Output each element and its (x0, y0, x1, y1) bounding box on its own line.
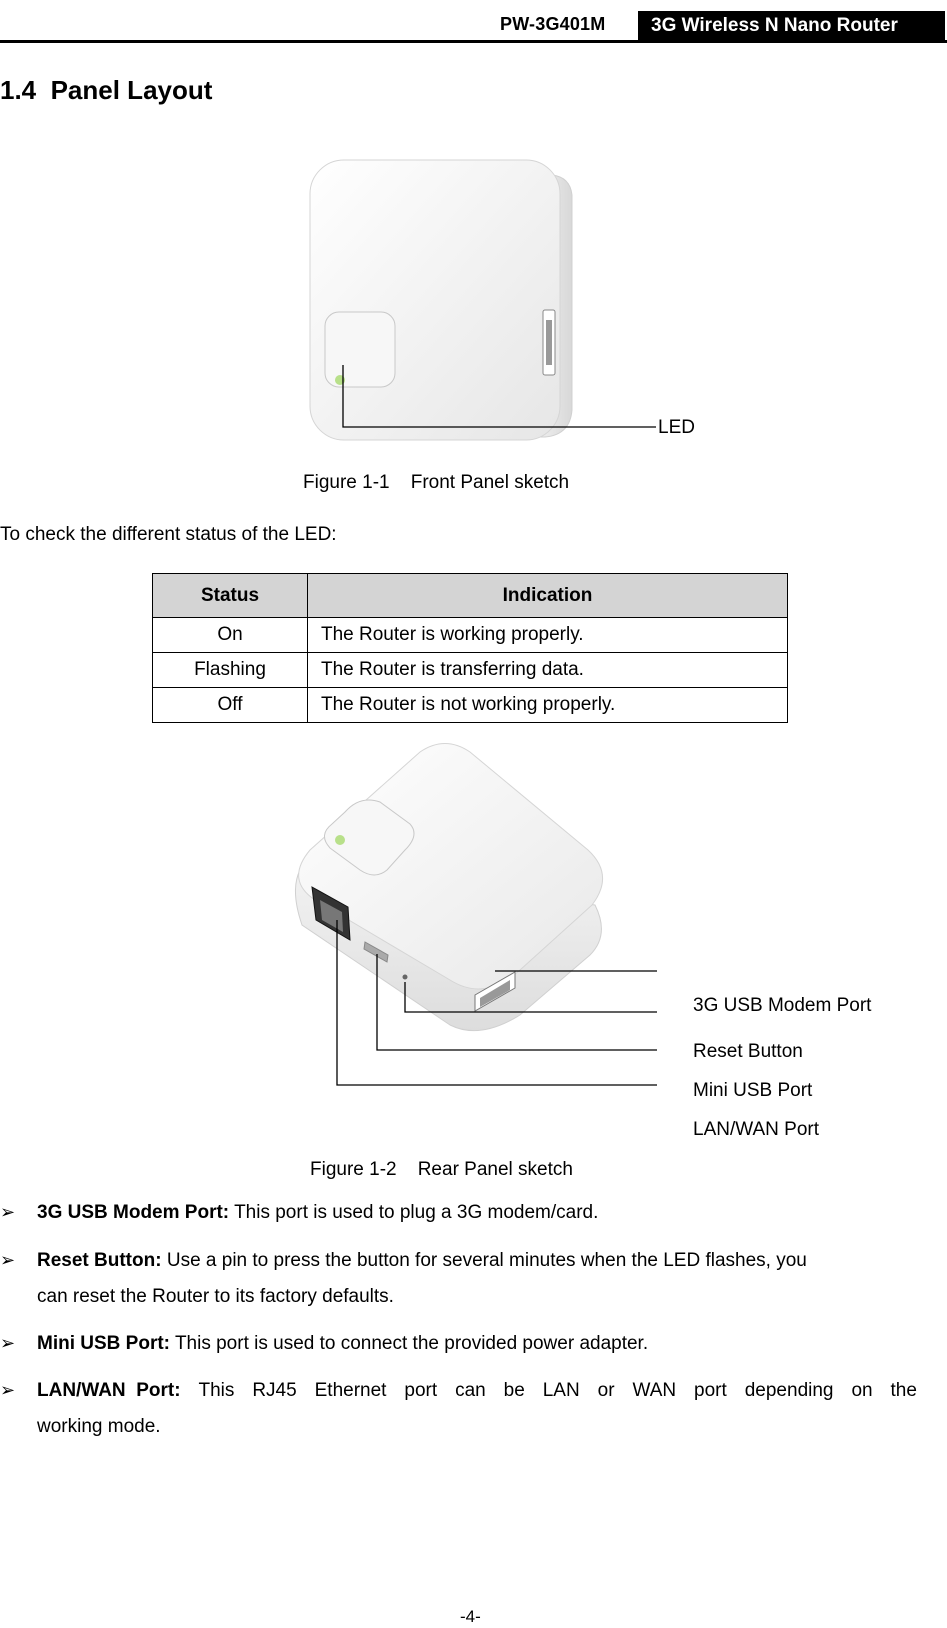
bullet-term: 3G USB Modem Port: (37, 1202, 230, 1223)
bullet-icon: ➢ (0, 1333, 16, 1353)
status-cell: Flashing (153, 653, 308, 688)
status-cell: On (153, 618, 308, 653)
bullet-word: This (198, 1380, 235, 1401)
page-number: -4- (460, 1607, 481, 1626)
column-header-indication: Indication (308, 574, 788, 618)
figure2-caption: Figure 1-2 Rear Panel sketch (310, 1159, 573, 1180)
header-title: 3G Wireless N Nano Router (651, 15, 898, 36)
rear-panel-figure (270, 740, 690, 1130)
column-header-status: Status (153, 574, 308, 618)
table-row (153, 618, 788, 653)
indication-cell: The Router is transferring data. (308, 653, 788, 688)
bullet-word: port (404, 1380, 438, 1401)
bullet-item-mini-usb-port (37, 1333, 648, 1355)
bullet-word: be (503, 1380, 525, 1401)
table-row (153, 688, 788, 723)
bullet-term: Reset Button: (37, 1250, 162, 1271)
bullet-word: or (597, 1380, 615, 1401)
led-status-table (152, 573, 788, 723)
callout-led: LED (658, 417, 695, 438)
bullet-word: on (851, 1380, 873, 1401)
intro-text: To check the different status of the LED: (0, 524, 337, 545)
front-panel-router-image (300, 155, 730, 455)
status-cell: Off (153, 688, 308, 723)
bullet-continuation: working mode. (37, 1416, 161, 1437)
bullet-icon: ➢ (0, 1380, 16, 1400)
header-model: PW-3G401M (500, 14, 606, 34)
bullet-text: Use a pin to press the button for several minutes when the LED flashes, you (166, 1250, 807, 1271)
bullet-word: the (890, 1380, 917, 1401)
bullet-item-reset-button (37, 1250, 807, 1272)
bullet-word: Ethernet (314, 1380, 387, 1401)
bullet-item-lan-wan-port (37, 1380, 917, 1402)
callout-3g-usb-modem-port: 3G USB Modem Port (693, 995, 872, 1016)
bullet-term: LAN/WAN Port: (37, 1380, 181, 1401)
bullet-text: This port is used to plug a 3G modem/card. (234, 1202, 599, 1223)
bullet-icon: ➢ (0, 1250, 16, 1270)
led-indicator-icon (335, 835, 345, 845)
front-panel-figure (300, 155, 730, 455)
table-header-row (153, 574, 788, 618)
bullet-word: depending (744, 1380, 834, 1401)
bullet-item-3g-usb-modem-port (37, 1202, 598, 1224)
bullet-term: Mini USB Port: (37, 1333, 170, 1354)
callout-mini-usb-port: Mini USB Port (693, 1080, 813, 1101)
bullet-word: port (694, 1380, 727, 1401)
bullet-icon: ➢ (0, 1202, 16, 1222)
table-row (153, 653, 788, 688)
bullet-word: LAN (542, 1380, 580, 1401)
section-heading: 1.4 Panel Layout (0, 75, 213, 105)
indication-cell: The Router is not working properly. (308, 688, 788, 723)
callout-reset-button: Reset Button (693, 1041, 803, 1062)
bullet-word: WAN (632, 1380, 677, 1401)
rear-panel-router-image (270, 740, 690, 1130)
bullet-continuation: can reset the Router to its factory defaults. (37, 1286, 394, 1307)
bullet-word: RJ45 (252, 1380, 297, 1401)
header-rule (0, 40, 947, 43)
figure1-caption: Figure 1-1 Front Panel sketch (303, 472, 570, 493)
bullet-word: can (455, 1380, 486, 1401)
callout-lan-wan-port: LAN/WAN Port (693, 1119, 819, 1140)
bullet-text: This port is used to connect the provided power adapter. (174, 1333, 649, 1354)
indication-cell: The Router is working properly. (308, 618, 788, 653)
